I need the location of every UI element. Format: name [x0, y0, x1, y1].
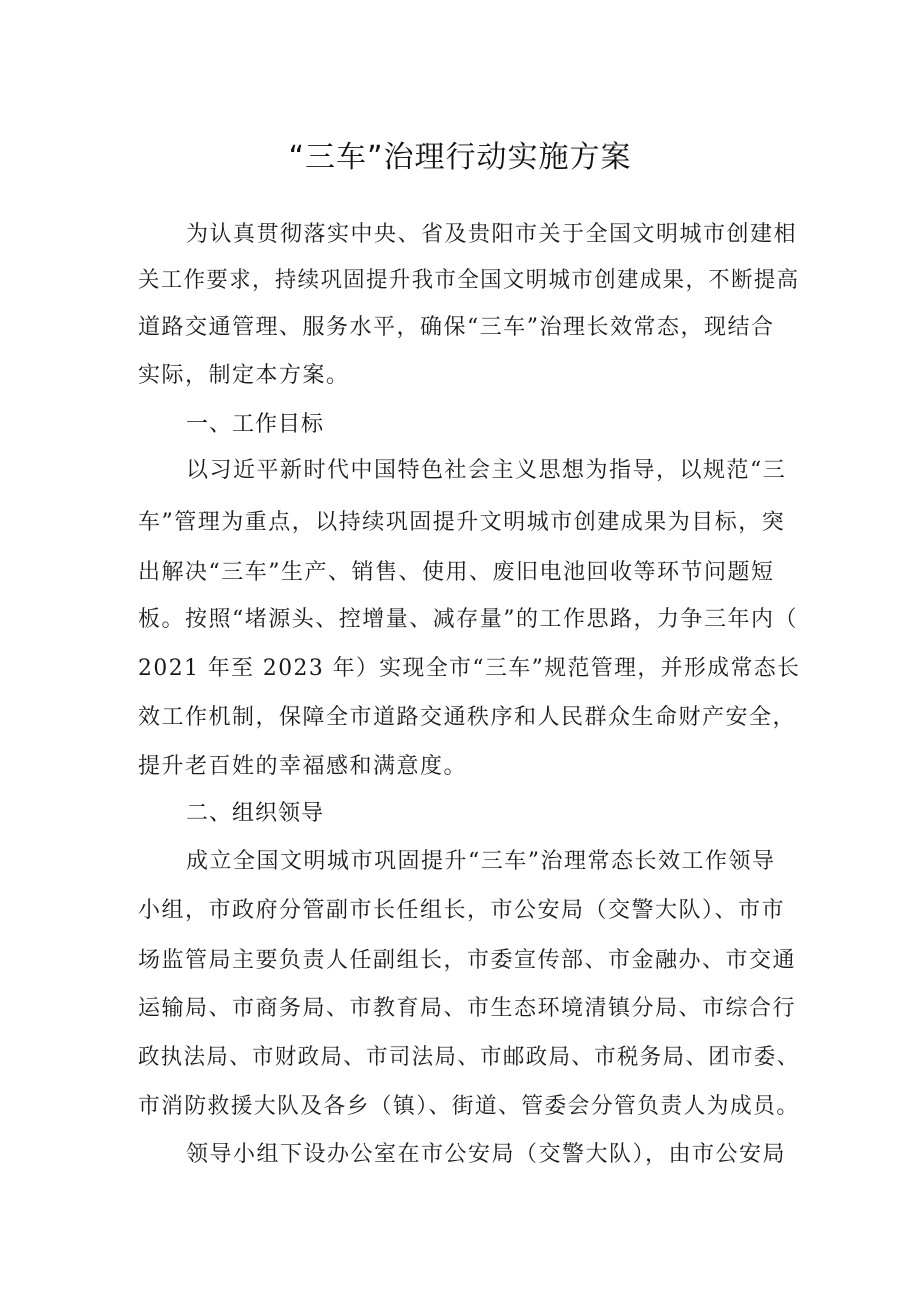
- organization-line: 成立全国文明城市巩固提升“三车”治理常态长效工作领导: [186, 849, 776, 874]
- intro-line: 实际，制定本方案。: [138, 363, 350, 388]
- goals-line: 车”管理为重点，以持续巩固提升文明城市创建成果为目标，突: [138, 510, 786, 535]
- organization-line: 运输局、市商务局、市教育局、市生态环境清镇分局、市综合行: [138, 996, 797, 1021]
- organization-line: 领导小组下设办公室在市公安局（交警大队），由市公安局: [186, 1142, 787, 1167]
- organization-line: 市消防救援大队及各乡（镇）、街道、管委会分管负责人为成员。: [138, 1094, 800, 1119]
- document-title: “三车”治理行动实施方案: [288, 140, 632, 175]
- goals-line: 出解决“三车”生产、销售、使用、废旧电池回收等环节问题短: [138, 560, 775, 585]
- intro-line: 关工作要求，持续巩固提升我市全国文明城市创建成果，不断提高: [138, 268, 800, 293]
- goals-line: 以习近平新时代中国特色社会主义思想为指导，以规范“三: [186, 458, 787, 483]
- organization-line: 场监管局主要负责人任副组长，市委宣传部、市金融办、市交通: [138, 948, 797, 973]
- goals-line: 板。按照“堵源头、控增量、减存量”的工作思路，力争三年内（: [138, 607, 798, 632]
- goals-line: 2021 年至 2023 年）实现全市“三车”规范管理，并形成常态长: [138, 656, 801, 681]
- section-heading-organization: 二、组织领导: [186, 801, 325, 826]
- goals-line: 提升老百姓的幸福感和满意度。: [138, 754, 468, 779]
- goals-line: 效工作机制，保障全市道路交通秩序和人民群众生命财产安全，: [138, 705, 797, 730]
- intro-line: 为认真贯彻落实中央、省及贵阳市关于全国文明城市创建相: [186, 222, 798, 247]
- section-heading-goals: 一、工作目标: [186, 412, 325, 437]
- organization-line: 小组，市政府分管副市长任组长，市公安局（交警大队）、市市: [138, 898, 786, 923]
- intro-line: 道路交通管理、服务水平，确保“三车”治理长效常态，现结合: [138, 315, 775, 340]
- organization-line: 政执法局、市财政局、市司法局、市邮政局、市税务局、团市委、: [138, 1045, 800, 1070]
